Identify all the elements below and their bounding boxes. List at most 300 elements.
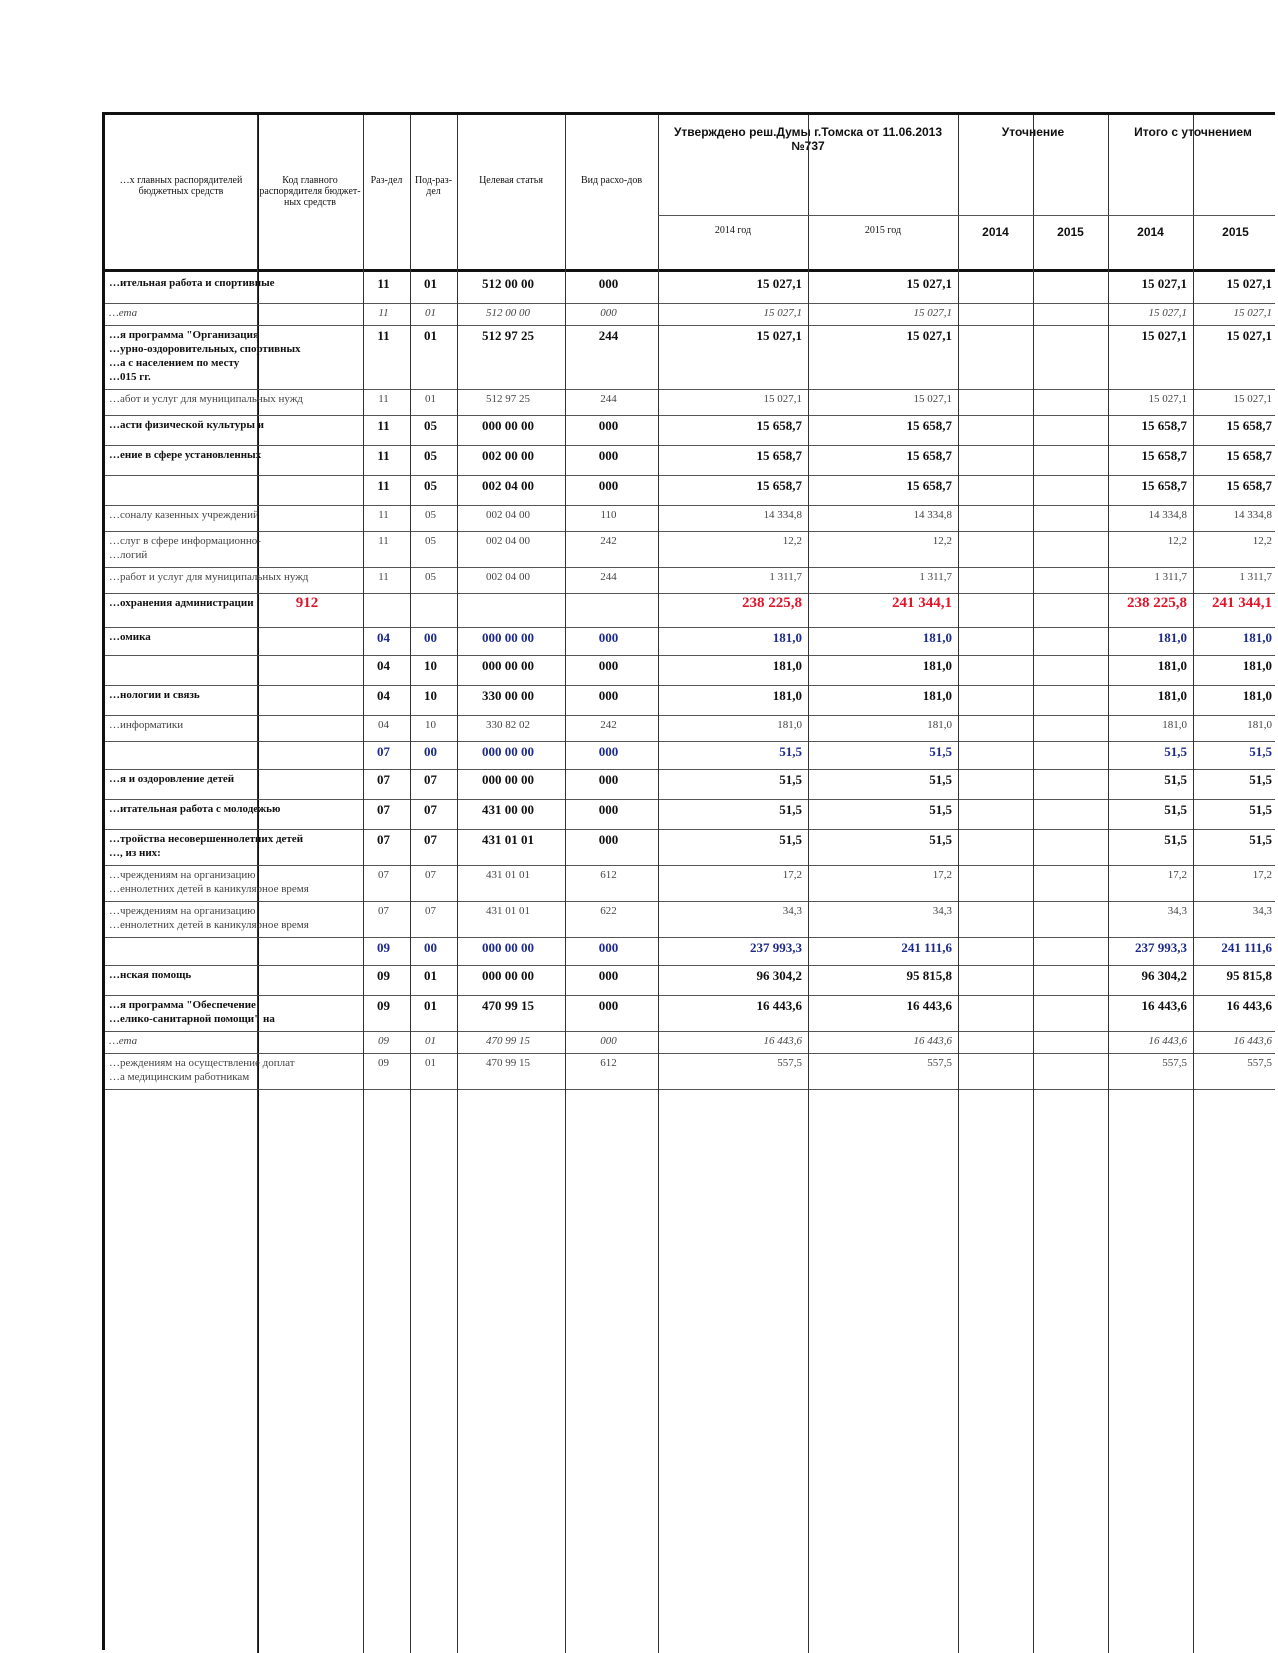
cell-a14: 51,5	[779, 744, 802, 759]
header-col-line	[363, 115, 364, 269]
cell-cs: 431 00 00	[482, 802, 534, 817]
cell-t14: 17,2	[1167, 869, 1187, 881]
cell-pr: 01	[425, 307, 436, 319]
cell-rz: 11	[377, 448, 390, 463]
row-separator	[105, 325, 1275, 326]
cell-a15: 241 344,1	[892, 595, 952, 611]
cell-a15: 181,0	[922, 658, 952, 673]
cell-a14: 16 443,6	[756, 998, 802, 1013]
row-name: …еннолетних детей в каникулярное время	[109, 883, 309, 895]
cell-rz: 11	[378, 307, 389, 319]
row-separator	[105, 965, 1275, 966]
cell-vr: 612	[600, 1057, 617, 1069]
cell-cs: 002 04 00	[486, 509, 530, 521]
code-header: Код главного распорядителя бюджет-ных средств	[259, 175, 361, 208]
cell-t14: 16 443,6	[1141, 998, 1187, 1013]
cell-pr: 01	[424, 998, 437, 1013]
cell-pr: 10	[424, 658, 437, 673]
budget-table	[102, 112, 1275, 1650]
row-name: …ета	[109, 307, 138, 319]
cell-pr: 01	[425, 393, 436, 405]
cell-pr: 01	[425, 1057, 436, 1069]
cell-a14: 15 027,1	[763, 307, 802, 319]
cell-a14: 15 658,7	[756, 418, 802, 433]
cell-t14: 238 225,8	[1127, 595, 1187, 611]
body-col-line	[410, 269, 411, 1653]
cell-a14: 557,5	[777, 1057, 802, 1069]
row-separator	[105, 769, 1275, 770]
cell-cs: 470 99 15	[482, 998, 534, 1013]
clarify-2015-header: 2015	[1057, 225, 1084, 239]
cell-t15: 15 658,7	[1226, 478, 1272, 493]
cell-vr: 000	[598, 802, 619, 817]
cell-a15: 15 027,1	[906, 276, 952, 291]
cell-vr: 000	[598, 940, 619, 955]
cell-t15: 1 311,7	[1239, 571, 1272, 583]
row-name: …охранения администрации	[109, 597, 254, 609]
cell-rz: 11	[378, 509, 389, 521]
row-name: …реждениям на осуществление доплат	[109, 1057, 295, 1069]
cell-cs: 512 97 25	[486, 393, 530, 405]
cell-pr: 10	[424, 688, 437, 703]
row-name: …соналу казенных учреждений	[109, 509, 259, 521]
cell-pr: 07	[424, 802, 437, 817]
cell-rz: 11	[377, 328, 390, 343]
row-name: …абот и услуг для муниципальных нужд	[109, 393, 303, 405]
total-2014-header: 2014	[1137, 225, 1164, 239]
row-name: …015 гг.	[109, 371, 151, 383]
cell-pr: 07	[424, 772, 437, 787]
cell-t14: 96 304,2	[1141, 968, 1187, 983]
row-separator	[105, 475, 1275, 476]
cell-rz: 09	[378, 1057, 389, 1069]
cell-cs: 002 04 00	[482, 478, 534, 493]
row-separator	[105, 627, 1275, 628]
cell-a15: 181,0	[922, 630, 952, 645]
vid-header: Вид расхо-дов	[580, 175, 643, 186]
row-separator	[105, 865, 1275, 866]
cell-t15: 181,0	[1247, 719, 1272, 731]
cell-t15: 15 027,1	[1233, 307, 1272, 319]
header-col-line	[1108, 115, 1109, 269]
cell-t14: 181,0	[1157, 630, 1187, 645]
cell-t15: 15 027,1	[1233, 393, 1272, 405]
cell-t14: 15 658,7	[1141, 448, 1187, 463]
cell-cs: 002 04 00	[486, 571, 530, 583]
row-name: …чреждениям на организацию	[109, 905, 256, 917]
cell-pr: 10	[425, 719, 436, 731]
row-name: …, из них:	[109, 847, 161, 859]
cell-t15: 16 443,6	[1226, 998, 1272, 1013]
header-subline	[658, 215, 1275, 216]
row-separator	[105, 655, 1275, 656]
cell-t15: 34,3	[1252, 905, 1272, 917]
header-col-line	[1033, 115, 1034, 269]
cell-t15: 181,0	[1242, 630, 1272, 645]
cell-t14: 15 027,1	[1148, 393, 1187, 405]
row-name: …а медицинским работникам	[109, 1071, 250, 1083]
cell-pr: 07	[424, 832, 437, 847]
cell-rz: 09	[377, 940, 390, 955]
cell-a14: 15 658,7	[756, 478, 802, 493]
cell-rz: 07	[377, 832, 390, 847]
cell-vr: 110	[600, 509, 617, 521]
cell-t15: 241 111,6	[1221, 940, 1272, 955]
row-name: …работ и услуг для муниципальных нужд	[109, 571, 309, 583]
cell-cs: 000 00 00	[482, 940, 534, 955]
body-col-line	[363, 269, 364, 1653]
body-col-line	[457, 269, 458, 1653]
cell-a14: 181,0	[772, 630, 802, 645]
cell-cs: 330 82 02	[486, 719, 530, 731]
cell-pr: 05	[425, 571, 436, 583]
cell-t15: 181,0	[1242, 658, 1272, 673]
cell-vr: 000	[598, 418, 619, 433]
cell-pr: 00	[424, 744, 437, 759]
cell-rz: 07	[377, 772, 390, 787]
cell-vr: 000	[598, 448, 619, 463]
cell-vr: 000	[598, 630, 619, 645]
cell-a14: 16 443,6	[763, 1035, 802, 1047]
cell-t15: 51,5	[1249, 772, 1272, 787]
header-col-line	[565, 115, 566, 269]
cell-cs: 470 99 15	[486, 1057, 530, 1069]
cell-vr: 000	[598, 744, 619, 759]
cell-t15: 16 443,6	[1233, 1035, 1272, 1047]
cell-pr: 05	[424, 448, 437, 463]
row-separator	[105, 995, 1275, 996]
cell-rz: 07	[378, 869, 389, 881]
clarify-header: Уточнение	[1001, 125, 1065, 139]
cell-a15: 16 443,6	[906, 998, 952, 1013]
cell-t14: 51,5	[1164, 772, 1187, 787]
row-name: …я программа "Обеспечение	[109, 999, 256, 1011]
cell-rz: 11	[377, 418, 390, 433]
row-name: …нологии и связь	[109, 689, 200, 701]
cell-a14: 15 027,1	[756, 276, 802, 291]
approved-2015-header: 2015 год	[864, 225, 902, 236]
cell-cs: 002 04 00	[486, 535, 530, 547]
cell-vr: 000	[598, 998, 619, 1013]
row-name: …тройства несовершеннолетних детей	[109, 833, 304, 845]
cell-t15: 241 344,1	[1212, 595, 1272, 611]
header-col-line	[257, 115, 258, 269]
cell-vr: 000	[598, 276, 619, 291]
cell-a15: 34,3	[932, 905, 952, 917]
cell-rz: 11	[377, 478, 390, 493]
cell-t14: 12,2	[1167, 535, 1187, 547]
row-name: …омика	[109, 631, 151, 643]
cell-t15: 51,5	[1249, 832, 1272, 847]
body-col-line	[808, 269, 809, 1653]
cell-pr: 05	[424, 418, 437, 433]
cell-vr: 000	[598, 688, 619, 703]
row-separator	[105, 593, 1275, 594]
cell-vr: 242	[600, 535, 617, 547]
body-col-line	[565, 269, 566, 1653]
cell-t14: 15 658,7	[1141, 478, 1187, 493]
cell-a14: 17,2	[782, 869, 802, 881]
cell-vr: 242	[600, 719, 617, 731]
cell-cs: 431 01 01	[482, 832, 534, 847]
cell-pr: 01	[425, 1035, 436, 1047]
cell-rz: 11	[378, 393, 389, 405]
cell-t14: 15 027,1	[1141, 276, 1187, 291]
row-name: …еннолетних детей в каникулярное время	[109, 919, 309, 931]
cell-a15: 14 334,8	[913, 509, 952, 521]
header-col-line	[1193, 115, 1194, 269]
header-col-line	[808, 115, 809, 269]
cell-t14: 181,0	[1157, 658, 1187, 673]
cell-a14: 237 993,3	[750, 940, 802, 955]
row-separator	[105, 1053, 1275, 1054]
cell-a14: 96 304,2	[756, 968, 802, 983]
body-col-line	[958, 269, 959, 1653]
cell-code: 912	[295, 595, 319, 611]
cell-a15: 17,2	[932, 869, 952, 881]
cell-t14: 16 443,6	[1148, 1035, 1187, 1047]
total-header: Итого с уточнением	[1134, 125, 1252, 139]
row-separator	[105, 445, 1275, 446]
cell-cs: 000 00 00	[482, 630, 534, 645]
cell-t14: 15 027,1	[1148, 307, 1187, 319]
cell-rz: 11	[378, 571, 389, 583]
cell-t14: 51,5	[1164, 802, 1187, 817]
cell-rz: 11	[377, 276, 390, 291]
cell-cs: 470 99 15	[486, 1035, 530, 1047]
cell-rz: 09	[378, 1035, 389, 1047]
body-col-line	[257, 269, 258, 1653]
cell-pr: 05	[424, 478, 437, 493]
cell-t15: 51,5	[1249, 802, 1272, 817]
row-name: …асти физической культуры и	[109, 419, 264, 431]
podrazdel-header: Под-раз-дел	[414, 175, 453, 197]
cell-vr: 000	[598, 658, 619, 673]
cell-t14: 1 311,7	[1154, 571, 1187, 583]
cell-a14: 181,0	[777, 719, 802, 731]
cell-t14: 15 027,1	[1141, 328, 1187, 343]
cell-vr: 000	[600, 1035, 617, 1047]
cell-a15: 16 443,6	[913, 1035, 952, 1047]
cell-t15: 15 658,7	[1226, 418, 1272, 433]
cell-t14: 557,5	[1162, 1057, 1187, 1069]
row-name: …нская помощь	[109, 969, 192, 981]
cell-a14: 12,2	[782, 535, 802, 547]
row-separator	[105, 937, 1275, 938]
cell-t14: 237 993,3	[1135, 940, 1187, 955]
cell-pr: 00	[424, 940, 437, 955]
row-name: …логий	[109, 549, 148, 561]
cell-a14: 34,3	[782, 905, 802, 917]
cell-a14: 1 311,7	[769, 571, 802, 583]
cell-pr: 05	[425, 509, 436, 521]
cell-a15: 51,5	[929, 832, 952, 847]
cell-a15: 241 111,6	[901, 940, 952, 955]
cell-rz: 04	[377, 658, 390, 673]
cell-a15: 15 027,1	[913, 307, 952, 319]
row-name: …елико-санитарной помощи" на	[109, 1013, 275, 1025]
row-separator	[105, 741, 1275, 742]
cell-cs: 000 00 00	[482, 418, 534, 433]
cell-rz: 07	[378, 905, 389, 917]
cell-pr: 07	[425, 869, 436, 881]
cell-t15: 95 815,8	[1226, 968, 1272, 983]
row-name: …ительная работа и спортивные	[109, 277, 275, 289]
cell-a14: 15 658,7	[756, 448, 802, 463]
cell-a14: 181,0	[772, 688, 802, 703]
cell-t14: 34,3	[1167, 905, 1187, 917]
header-col-line	[658, 115, 659, 269]
cell-vr: 622	[600, 905, 617, 917]
row-name: …чреждениям на организацию	[109, 869, 256, 881]
cell-vr: 000	[598, 968, 619, 983]
cell-t15: 15 658,7	[1226, 448, 1272, 463]
header-col-line	[457, 115, 458, 269]
cell-pr: 01	[424, 328, 437, 343]
row-name: …информатики	[109, 719, 184, 731]
cell-pr: 05	[425, 535, 436, 547]
cell-t15: 12,2	[1252, 535, 1272, 547]
row-separator	[105, 505, 1275, 506]
row-separator	[105, 715, 1275, 716]
cell-a14: 15 027,1	[763, 393, 802, 405]
cell-rz: 04	[378, 719, 389, 731]
body-col-line	[1193, 269, 1194, 1653]
cell-pr: 07	[425, 905, 436, 917]
row-separator	[105, 1031, 1275, 1032]
row-name: …слуг в сфере информационно-	[109, 535, 261, 547]
cell-pr: 00	[424, 630, 437, 645]
cell-a14: 181,0	[772, 658, 802, 673]
cell-a15: 15 658,7	[906, 478, 952, 493]
header-col-line	[958, 115, 959, 269]
cell-cs: 000 00 00	[482, 658, 534, 673]
cell-a14: 15 027,1	[756, 328, 802, 343]
row-separator	[105, 567, 1275, 568]
row-name: …ение в сфере установленных	[109, 449, 262, 461]
cell-a15: 12,2	[932, 535, 952, 547]
cell-cs: 000 00 00	[482, 744, 534, 759]
row-name: …урно-оздоровительных, спортивных	[109, 343, 301, 355]
cell-a14: 51,5	[779, 832, 802, 847]
header-bottom	[105, 269, 1275, 272]
cell-a15: 557,5	[927, 1057, 952, 1069]
total-2015-header: 2015	[1222, 225, 1249, 239]
cell-a15: 181,0	[922, 688, 952, 703]
cell-vr: 000	[598, 832, 619, 847]
cell-vr: 612	[600, 869, 617, 881]
cell-cs: 512 00 00	[482, 276, 534, 291]
cell-a15: 181,0	[927, 719, 952, 731]
cell-vr: 000	[600, 307, 617, 319]
cell-a14: 51,5	[779, 802, 802, 817]
cell-vr: 244	[600, 393, 617, 405]
cell-rz: 07	[377, 744, 390, 759]
cell-a15: 15 027,1	[906, 328, 952, 343]
cell-a15: 15 658,7	[906, 448, 952, 463]
cell-pr: 01	[424, 276, 437, 291]
cell-t14: 15 658,7	[1141, 418, 1187, 433]
cell-rz: 04	[377, 688, 390, 703]
name-header: …х главных распорядителей бюджетных средств	[119, 175, 243, 197]
approved-2014-header: 2014 год	[714, 225, 752, 236]
cell-t14: 14 334,8	[1148, 509, 1187, 521]
row-name: …итательная работа с молодежью	[109, 803, 281, 815]
row-separator	[105, 389, 1275, 390]
body-col-line	[658, 269, 659, 1653]
cell-t14: 51,5	[1164, 832, 1187, 847]
row-separator	[105, 303, 1275, 304]
cell-cs: 431 01 01	[486, 869, 530, 881]
cell-t15: 14 334,8	[1233, 509, 1272, 521]
cell-t15: 181,0	[1242, 688, 1272, 703]
approved-header: Утверждено реш.Думы г.Томска от 11.06.2013 №737	[673, 125, 943, 153]
cell-cs: 002 00 00	[482, 448, 534, 463]
cell-pr: 01	[424, 968, 437, 983]
row-name: …я программа "Организация	[109, 329, 259, 341]
cell-vr: 244	[600, 571, 617, 583]
cell-a15: 51,5	[929, 772, 952, 787]
cell-rz: 09	[377, 968, 390, 983]
cell-a15: 95 815,8	[906, 968, 952, 983]
cell-t14: 181,0	[1157, 688, 1187, 703]
row-name: …а с населением по месту	[109, 357, 240, 369]
row-separator	[105, 901, 1275, 902]
cell-vr: 244	[598, 328, 619, 343]
razdel-header: Раз-дел	[370, 175, 403, 186]
row-separator	[105, 829, 1275, 830]
body-col-line	[1108, 269, 1109, 1653]
cell-a14: 51,5	[779, 772, 802, 787]
cell-a14: 238 225,8	[742, 595, 802, 611]
cell-a15: 51,5	[929, 744, 952, 759]
cell-cs: 431 01 01	[486, 905, 530, 917]
cell-t14: 51,5	[1164, 744, 1187, 759]
cell-t15: 15 027,1	[1226, 328, 1272, 343]
cell-t15: 17,2	[1252, 869, 1272, 881]
cell-t15: 51,5	[1249, 744, 1272, 759]
cell-a15: 15 658,7	[906, 418, 952, 433]
row-name: …я и оздоровление детей	[109, 773, 235, 785]
cell-rz: 09	[377, 998, 390, 1013]
cell-rz: 07	[377, 802, 390, 817]
cell-a15: 51,5	[929, 802, 952, 817]
cell-vr: 000	[598, 772, 619, 787]
cell-rz: 11	[378, 535, 389, 547]
cell-t15: 557,5	[1247, 1057, 1272, 1069]
body-col-line	[1033, 269, 1034, 1653]
cell-cs: 000 00 00	[482, 968, 534, 983]
cell-cs: 512 97 25	[482, 328, 534, 343]
row-separator	[105, 799, 1275, 800]
cell-a14: 14 334,8	[763, 509, 802, 521]
cell-cs: 330 00 00	[482, 688, 534, 703]
clarify-2014-header: 2014	[982, 225, 1009, 239]
header-col-line	[410, 115, 411, 269]
cell-cs: 000 00 00	[482, 772, 534, 787]
cell-rz: 04	[377, 630, 390, 645]
cell-a15: 15 027,1	[913, 393, 952, 405]
row-separator	[105, 685, 1275, 686]
row-separator	[105, 415, 1275, 416]
cell-vr: 000	[598, 478, 619, 493]
row-name: …ета	[109, 1035, 138, 1047]
cell-t14: 181,0	[1162, 719, 1187, 731]
cell-a15: 1 311,7	[919, 571, 952, 583]
cell-t15: 15 027,1	[1226, 276, 1272, 291]
row-separator	[105, 531, 1275, 532]
target-header: Целевая статья	[479, 175, 543, 186]
